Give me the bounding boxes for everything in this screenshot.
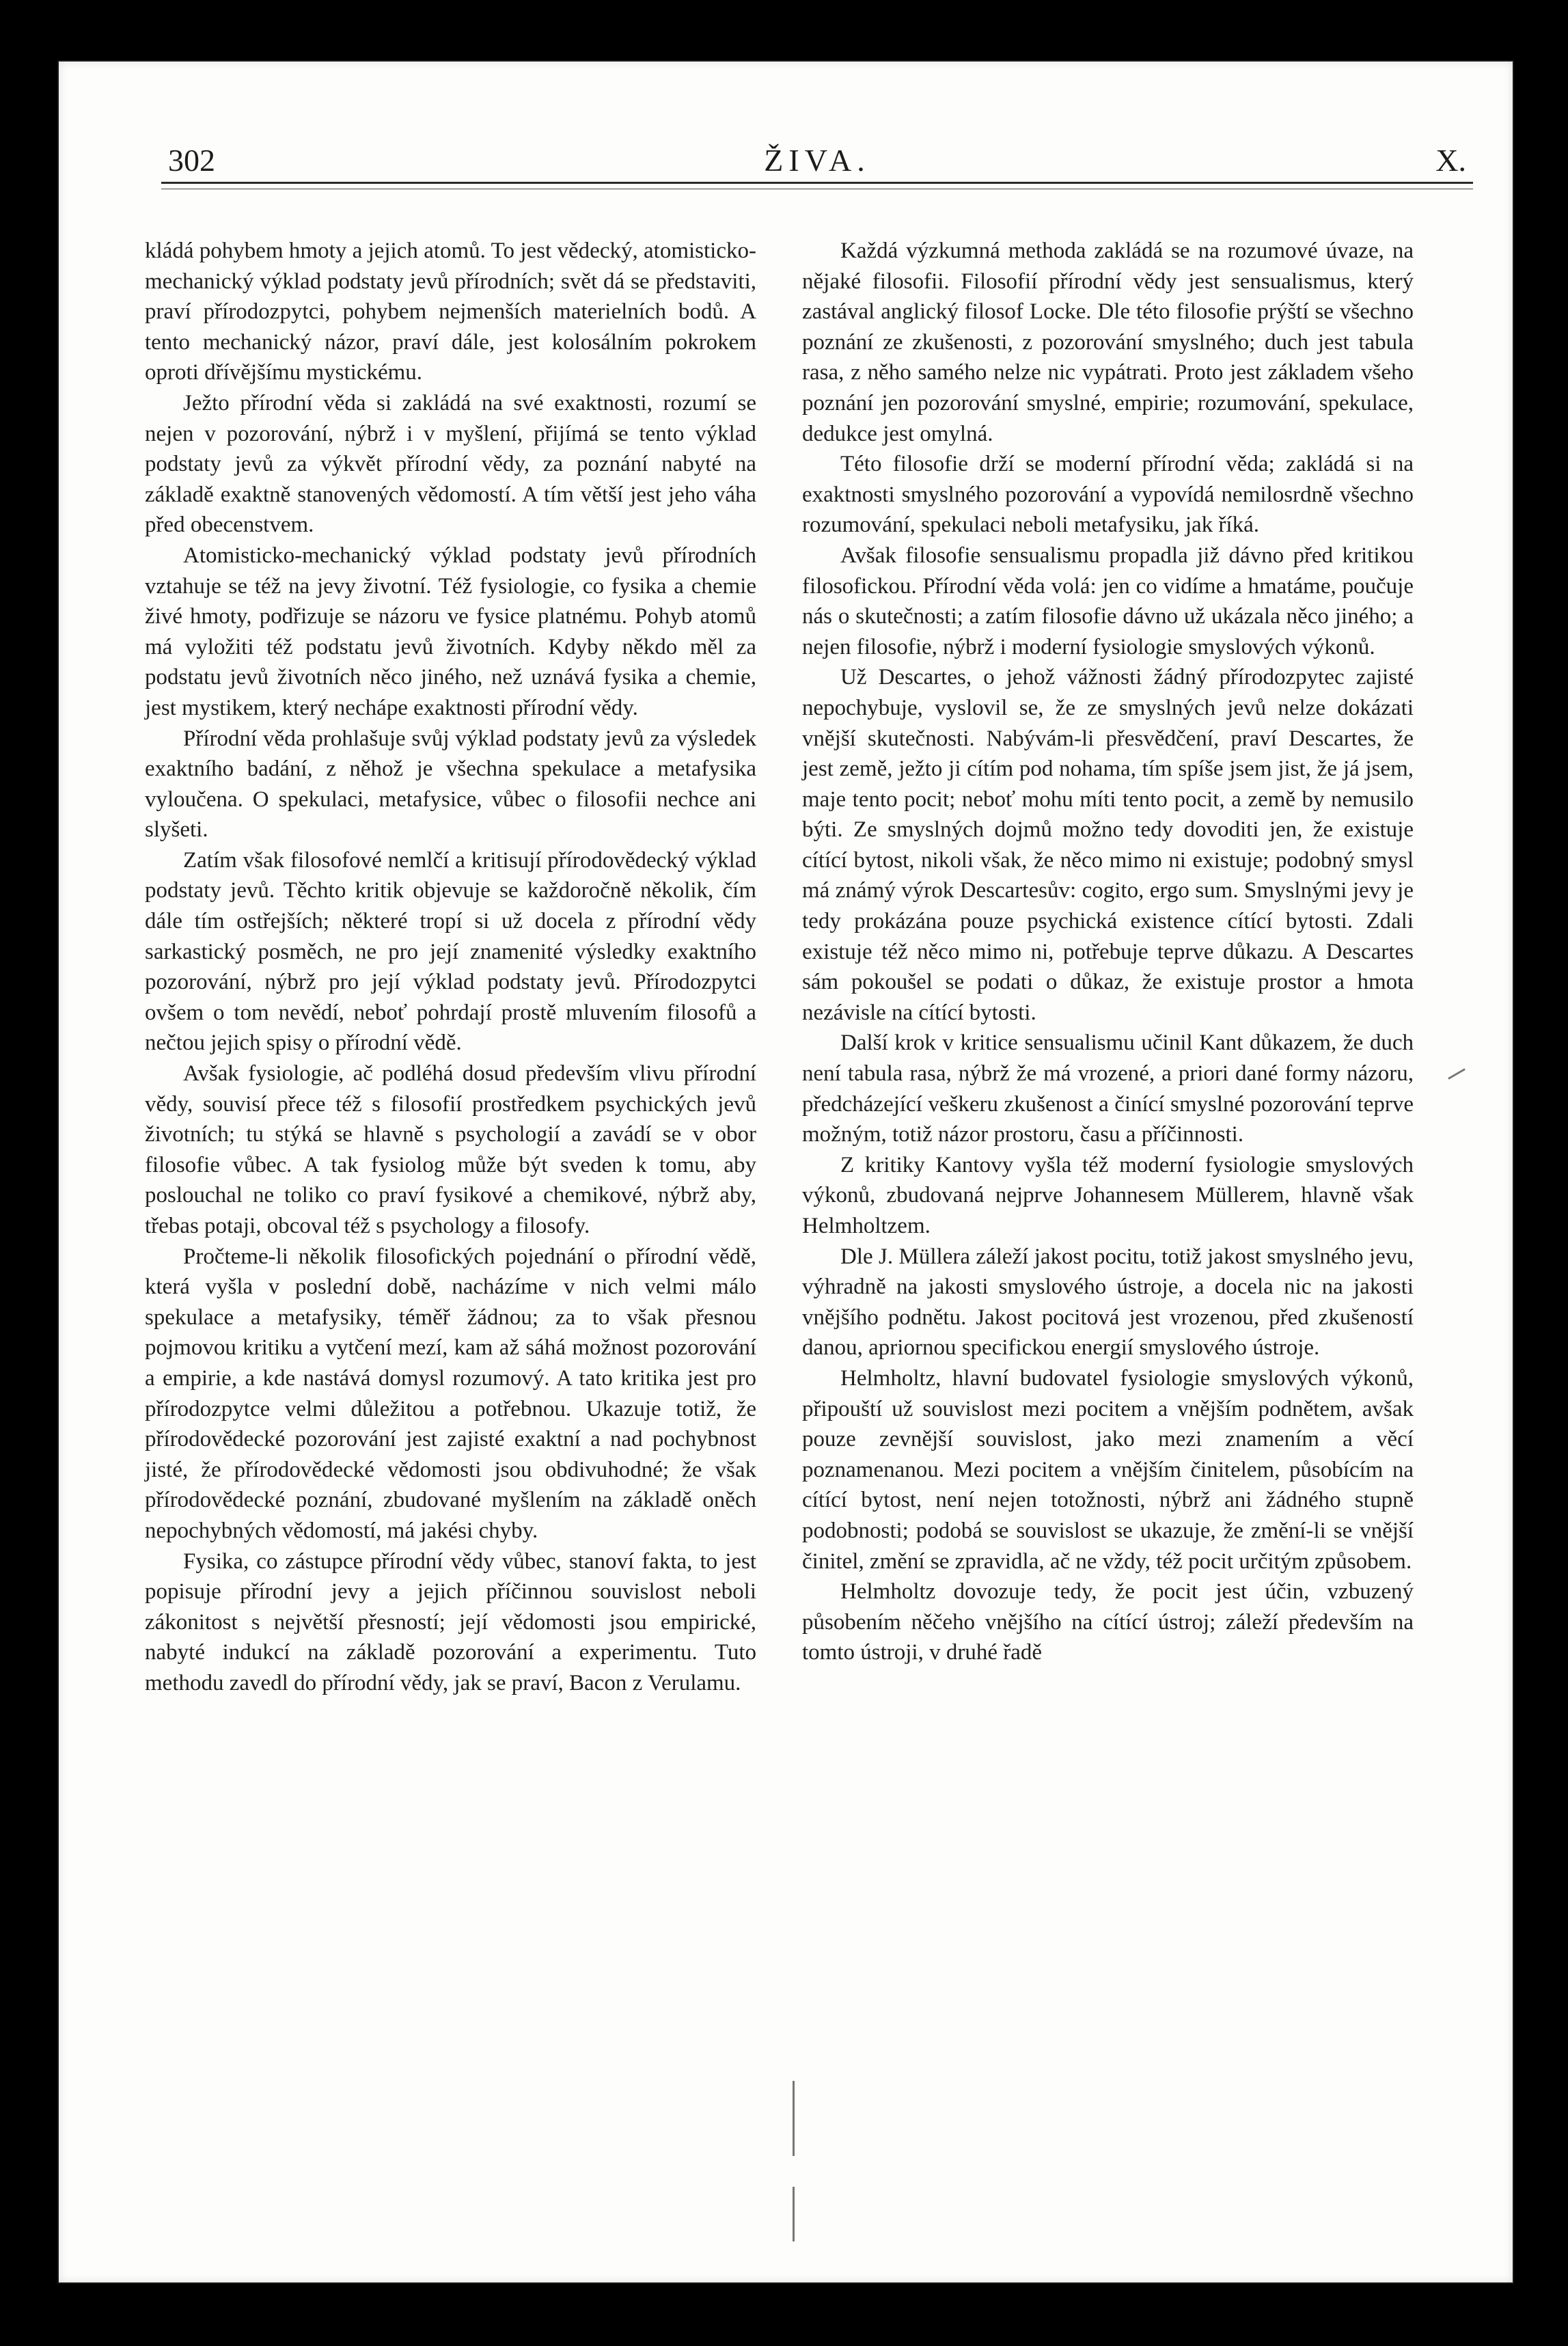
page-number: 302 (168, 143, 215, 178)
paragraph: Avšak fysiologie, ač podléhá dosud především vlivu přírodní vědy, souvisí přece též s filosofií prostředkem psychických jevů životních; tu stýká se hlavně s psychologií a zavádí se v obor filosofie vůbec. A tak fysiolog může být sveden k tomu, aby poslouchal ne toliko co praví fysikové a chemikové, nýbrž aby, třebas potaji, obcoval též s psychology a filosofy. (145, 1061, 756, 1238)
paragraph: Další krok v kritice sensualismu učinil Kant důkazem, že duch není tabula rasa, nýbrž že má vrozené, a priori dané formy názoru, předcházející veškeru zkušenost a činící smyslné pozorování teprve možným, totiž názor prostoru, času a příčinnosti. (802, 1031, 1414, 1147)
paragraph: Fysika, co zástupce přírodní vědy vůbec, stanoví fakta, to jest popisuje přírodní jevy a jejich příčinnou souvislost neboli zákonitost s největší přesností; její vědomosti jsou empirické, nabyté indukcí na základě pozorování a experimentu. Tuto methodu zavedl do přírodní vědy, jak se praví, Bacon z Verulamu. (145, 1549, 756, 1695)
margin-pencil-mark (1448, 1068, 1466, 1080)
paragraph: Z kritiky Kantovy vyšla též moderní fysiologie smyslových výkonů, zbudovaná nejprve Johannesem Müllerem, hlavně však Helmholtzem. (802, 1152, 1414, 1238)
paragraph: Helmholtz dovozuje tedy, že pocit jest účin, vzbuzený působením něčeho vnějšího na cítící ústroj; záleží především na tomto ústroji, v druhé řadě (802, 1579, 1414, 1665)
left-column (145, 236, 756, 1699)
paragraph: Ježto přírodní věda si zakládá na své exaktnosti, rozumí se nejen v pozorování, nýbrž i v myšlení, přijímá se tento výklad podstaty jevů za výkvět přírodní vědy, za poznání nabyté na základě exaktně stanovených vědomostí. A tím větší jest jeho váha před obecenstvem. (145, 390, 756, 538)
paragraph: Každá výzkumná methoda zakládá se na rozumové úvaze, na nějaké filosofii. Filosofií přírodní vědy jest sensualismus, který zastával anglický filosof Locke. Dle této filosofie prýští se všechno poznání ze zkušenosti, z pozorování smyslného; duch jest tabula rasa, z něho samého nelze nic vypátrati. Proto jest základem všeho poznání jen pozorování smyslné, empirie; rozumování, spekulace, dedukce jest omylná. (802, 238, 1414, 446)
header-rule (161, 182, 1473, 184)
margin-pencil-mark (793, 2081, 795, 2156)
paragraph: Helmholtz, hlavní budovatel fysiologie smyslových výkonů, připouští už souvislost mezi pocitem a vnějším podnětem, avšak pouze zevnější souvislost, jako mezi znamením a věcí poznamenanou. Mezi pocitem a vnějším činitelem, působícím na cítící bytost, není nejen totožnosti, nýbrž ani žádného stupně podobnosti; podobá se souvislost se ukazuje, že změní-li se vnější činitel, změní se zpravidla, ač ne vždy, též pocit určitým způsobem. (802, 1365, 1414, 1574)
paragraph: Už Descartes, o jehož vážnosti žádný přírodozpytec zajisté nepochybuje, vyslovil se, že ze smyslných jevů nelze dokázati vnější skutečnosti. Nabývám-li přesvědčení, praví Descartes, že jest země, ježto ji cítím pod nohama, tím spíše jsem jist, že já jsem, maje tento pocit; neboť mohu míti tento pocit, a země by nemusilo býti. Ze smyslných dojmů možno tedy dovoditi jen, že existuje cítící bytost, nikoli však, že něco mimo ni existuje; podobný smysl má známý výrok Descartesův: cogito, ergo sum. Smyslnými jevy je tedy prokázána pouze psychická existence cítící bytosti. Zdali existuje též něco mimo ni, potřebuje teprve důkazu. A Descartes sám pokoušel se podati o důkaz, že existuje prostor a hmota nezávisle na cítící bytosti. (802, 665, 1414, 1025)
paragraph: Pročteme-li několik filosofických pojednání o přírodní vědě, která vyšla v poslední době, nacházíme v nich velmi málo spekulace a metafysiky, téměř žádnou; za to však přesnou pojmovou kritiku a vytčení mezí, kam až sáhá možnost pozorování a empirie, a kde nastává domysl rozumový. A tato kritika jest pro přírodozpytce velmi důležitou a potřebnou. Ukazuje totiž, že přírodovědecké pozorování jest zajisté exaktní a nad pochybnost jisté, že přírodovědecké vědomosti jsou obdivuhodné; že však přírodovědecké poznání, zbudované myšlením na základě oněch nepochybných vědomostí, má jakési chyby. (145, 1244, 756, 1543)
volume-number: X. (1435, 143, 1466, 178)
paragraph: Atomisticko-mechanický výklad podstaty jevů přírodních vztahuje se též na jevy životní. Též fysiologie, co fysika a chemie živé hmoty, podřizuje se názoru ve fysice platnému. Pohyb atomů má vyložiti též podstatu jevů životních. Kdyby někdo měl za podstatu jevů životních něco jiného, než uznává fysika a chemie, jest mystikem, který nechápe exaktnosti přírodní vědy. (145, 543, 756, 720)
paragraph: Avšak filosofie sensualismu propadla již dávno před kritikou filosofickou. Přírodní věda volá: jen co vidíme a hmatáme, poučuje nás o skutečnosti; a zatím filosofie dávno už ukázala něco jiného; a nejen filosofie, nýbrž i moderní fysiologie smyslových výkonů. (802, 543, 1414, 659)
paragraph: Dle J. Müllera záleží jakost pocitu, totiž jakost smyslného jevu, výhradně na jakosti smyslového ústroje, a docela nic na jakosti vnějšího podnětu. Jakost pocitová jest vrozenou, před zkušeností danou, apriornou specifickou energií smyslového ústroje. (802, 1244, 1414, 1361)
paragraph: kládá pohybem hmoty a jejich atomů. To jest vědecký, atomisticko-mechanický výklad podstaty jevů přírodních; svět dá se představiti, praví přírodozpytci, pohybem nejmenších materielních bodů. A tento mechanický názor, praví dále, jest kolosálním pokrokem oproti dřívějšímu mystickému. (145, 238, 756, 385)
paragraph: Této filosofie drží se moderní přírodní věda; zakládá si na exaktnosti smyslného pozorování a vypovídá nemilosrdně všechno rozumování, spekulaci neboli metafysiku, jak říká. (802, 452, 1414, 538)
scanned-page (59, 62, 1513, 2282)
margin-pencil-mark (793, 2187, 795, 2241)
paragraph: Zatím však filosofové nemlčí a kritisují přírodovědecký výklad podstaty jevů. Těchto kritik objevuje se každoročně několik, čím dále tím ostřejších; některé tropí si už docela z přírodní vědy sarkastický posměch, ne pro její znamenité výsledky exaktního pozorování, nýbrž pro její výklad podstaty jevů. Přírodozpytci ovšem o tom nevědí, neboť pohrdají prostě mluvením filosofů a nečtou jejich spisy o přírodní vědě. (145, 847, 756, 1056)
journal-title: ŽIVA. (764, 143, 870, 178)
right-column (802, 236, 1414, 1668)
paragraph: Přírodní věda prohlašuje svůj výklad podstaty jevů za výsledek exaktního badání, z něhož je všechna spekulace a metafysika vyloučena. O spekulaci, metafysice, vůbec o filosofii nechce ani slyšeti. (145, 726, 756, 843)
